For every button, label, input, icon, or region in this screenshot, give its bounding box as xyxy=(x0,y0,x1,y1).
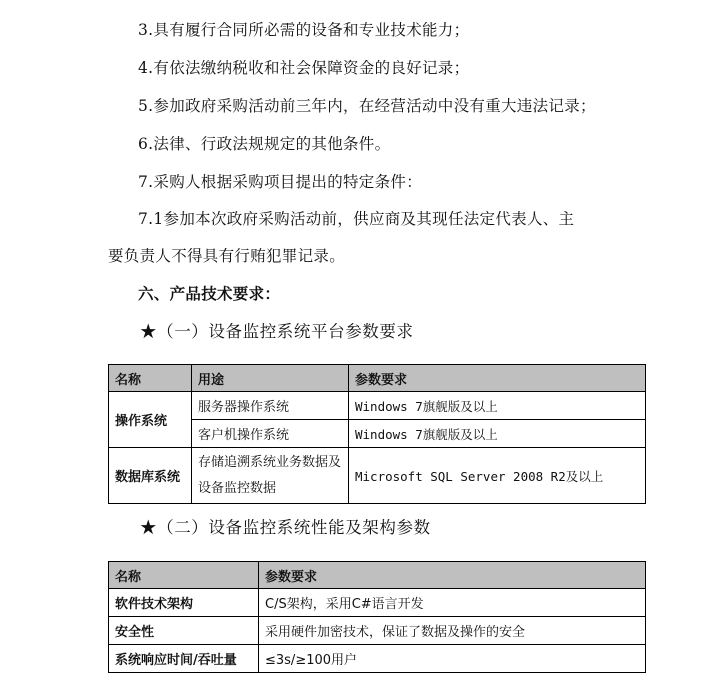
header-name: 名称 xyxy=(109,562,259,589)
table-header-row xyxy=(109,562,646,589)
header-name: 名称 xyxy=(109,365,192,392)
table-row xyxy=(109,392,646,420)
table1-caption: ★（一）设备监控系统平台参数要求 xyxy=(140,322,414,341)
paragraph-6: 6.法律、行政法规规定的其他条件。 xyxy=(138,135,391,153)
paragraph-5: 5.参加政府采购活动前三年内，在经营活动中没有重大违法记录； xyxy=(138,97,596,115)
row-name: 安全性 xyxy=(109,617,259,645)
row-parameter: Microsoft SQL Server 2008 R2及以上 xyxy=(349,448,646,504)
paragraph-3: 3.具有履行合同所必需的设备和专业技术能力； xyxy=(138,21,470,39)
paragraph-7: 7.采购人根据采购项目提出的特定条件： xyxy=(138,173,422,191)
row-use: 服务器操作系统 xyxy=(192,392,349,420)
paragraph-7-1-continued: 要负责人不得具有行贿犯罪记录。 xyxy=(108,247,346,265)
platform-parameter-table xyxy=(108,364,646,504)
section-title: 六、产品技术要求： xyxy=(138,285,281,303)
row-parameter: Windows 7旗舰版及以上 xyxy=(349,420,646,448)
paragraph-4: 4.有依法缴纳税收和社会保障资金的良好记录； xyxy=(138,59,470,77)
header-parameter: 参数要求 xyxy=(259,562,646,589)
header-use: 用途 xyxy=(192,365,349,392)
header-parameter: 参数要求 xyxy=(349,365,646,392)
table-header-row xyxy=(109,365,646,392)
row-use: 客户机操作系统 xyxy=(192,420,349,448)
table-row xyxy=(109,589,646,617)
paragraph-7-1: 7.1参加本次政府采购活动前，供应商及其现任法定代表人、主 xyxy=(138,210,575,228)
row-name: 数据库系统 xyxy=(109,448,192,504)
row-parameter: C/S架构，采用C#语言开发 xyxy=(259,589,646,617)
row-parameter: Windows 7旗舰版及以上 xyxy=(349,392,646,420)
table-row xyxy=(109,645,646,673)
row-parameter: ≤3s/≥100用户 xyxy=(259,645,646,673)
table-row xyxy=(109,448,646,504)
performance-parameter-table xyxy=(108,561,646,673)
row-parameter: 采用硬件加密技术，保证了数据及操作的安全 xyxy=(259,617,646,645)
row-use: 存储追溯系统业务数据及设备监控数据 xyxy=(192,448,349,504)
row-name: 系统响应时间/吞吐量 xyxy=(109,645,259,673)
table2-caption: ★（二）设备监控系统性能及架构参数 xyxy=(140,518,431,537)
row-name: 软件技术架构 xyxy=(109,589,259,617)
row-name: 操作系统 xyxy=(109,392,192,448)
table-row xyxy=(109,617,646,645)
